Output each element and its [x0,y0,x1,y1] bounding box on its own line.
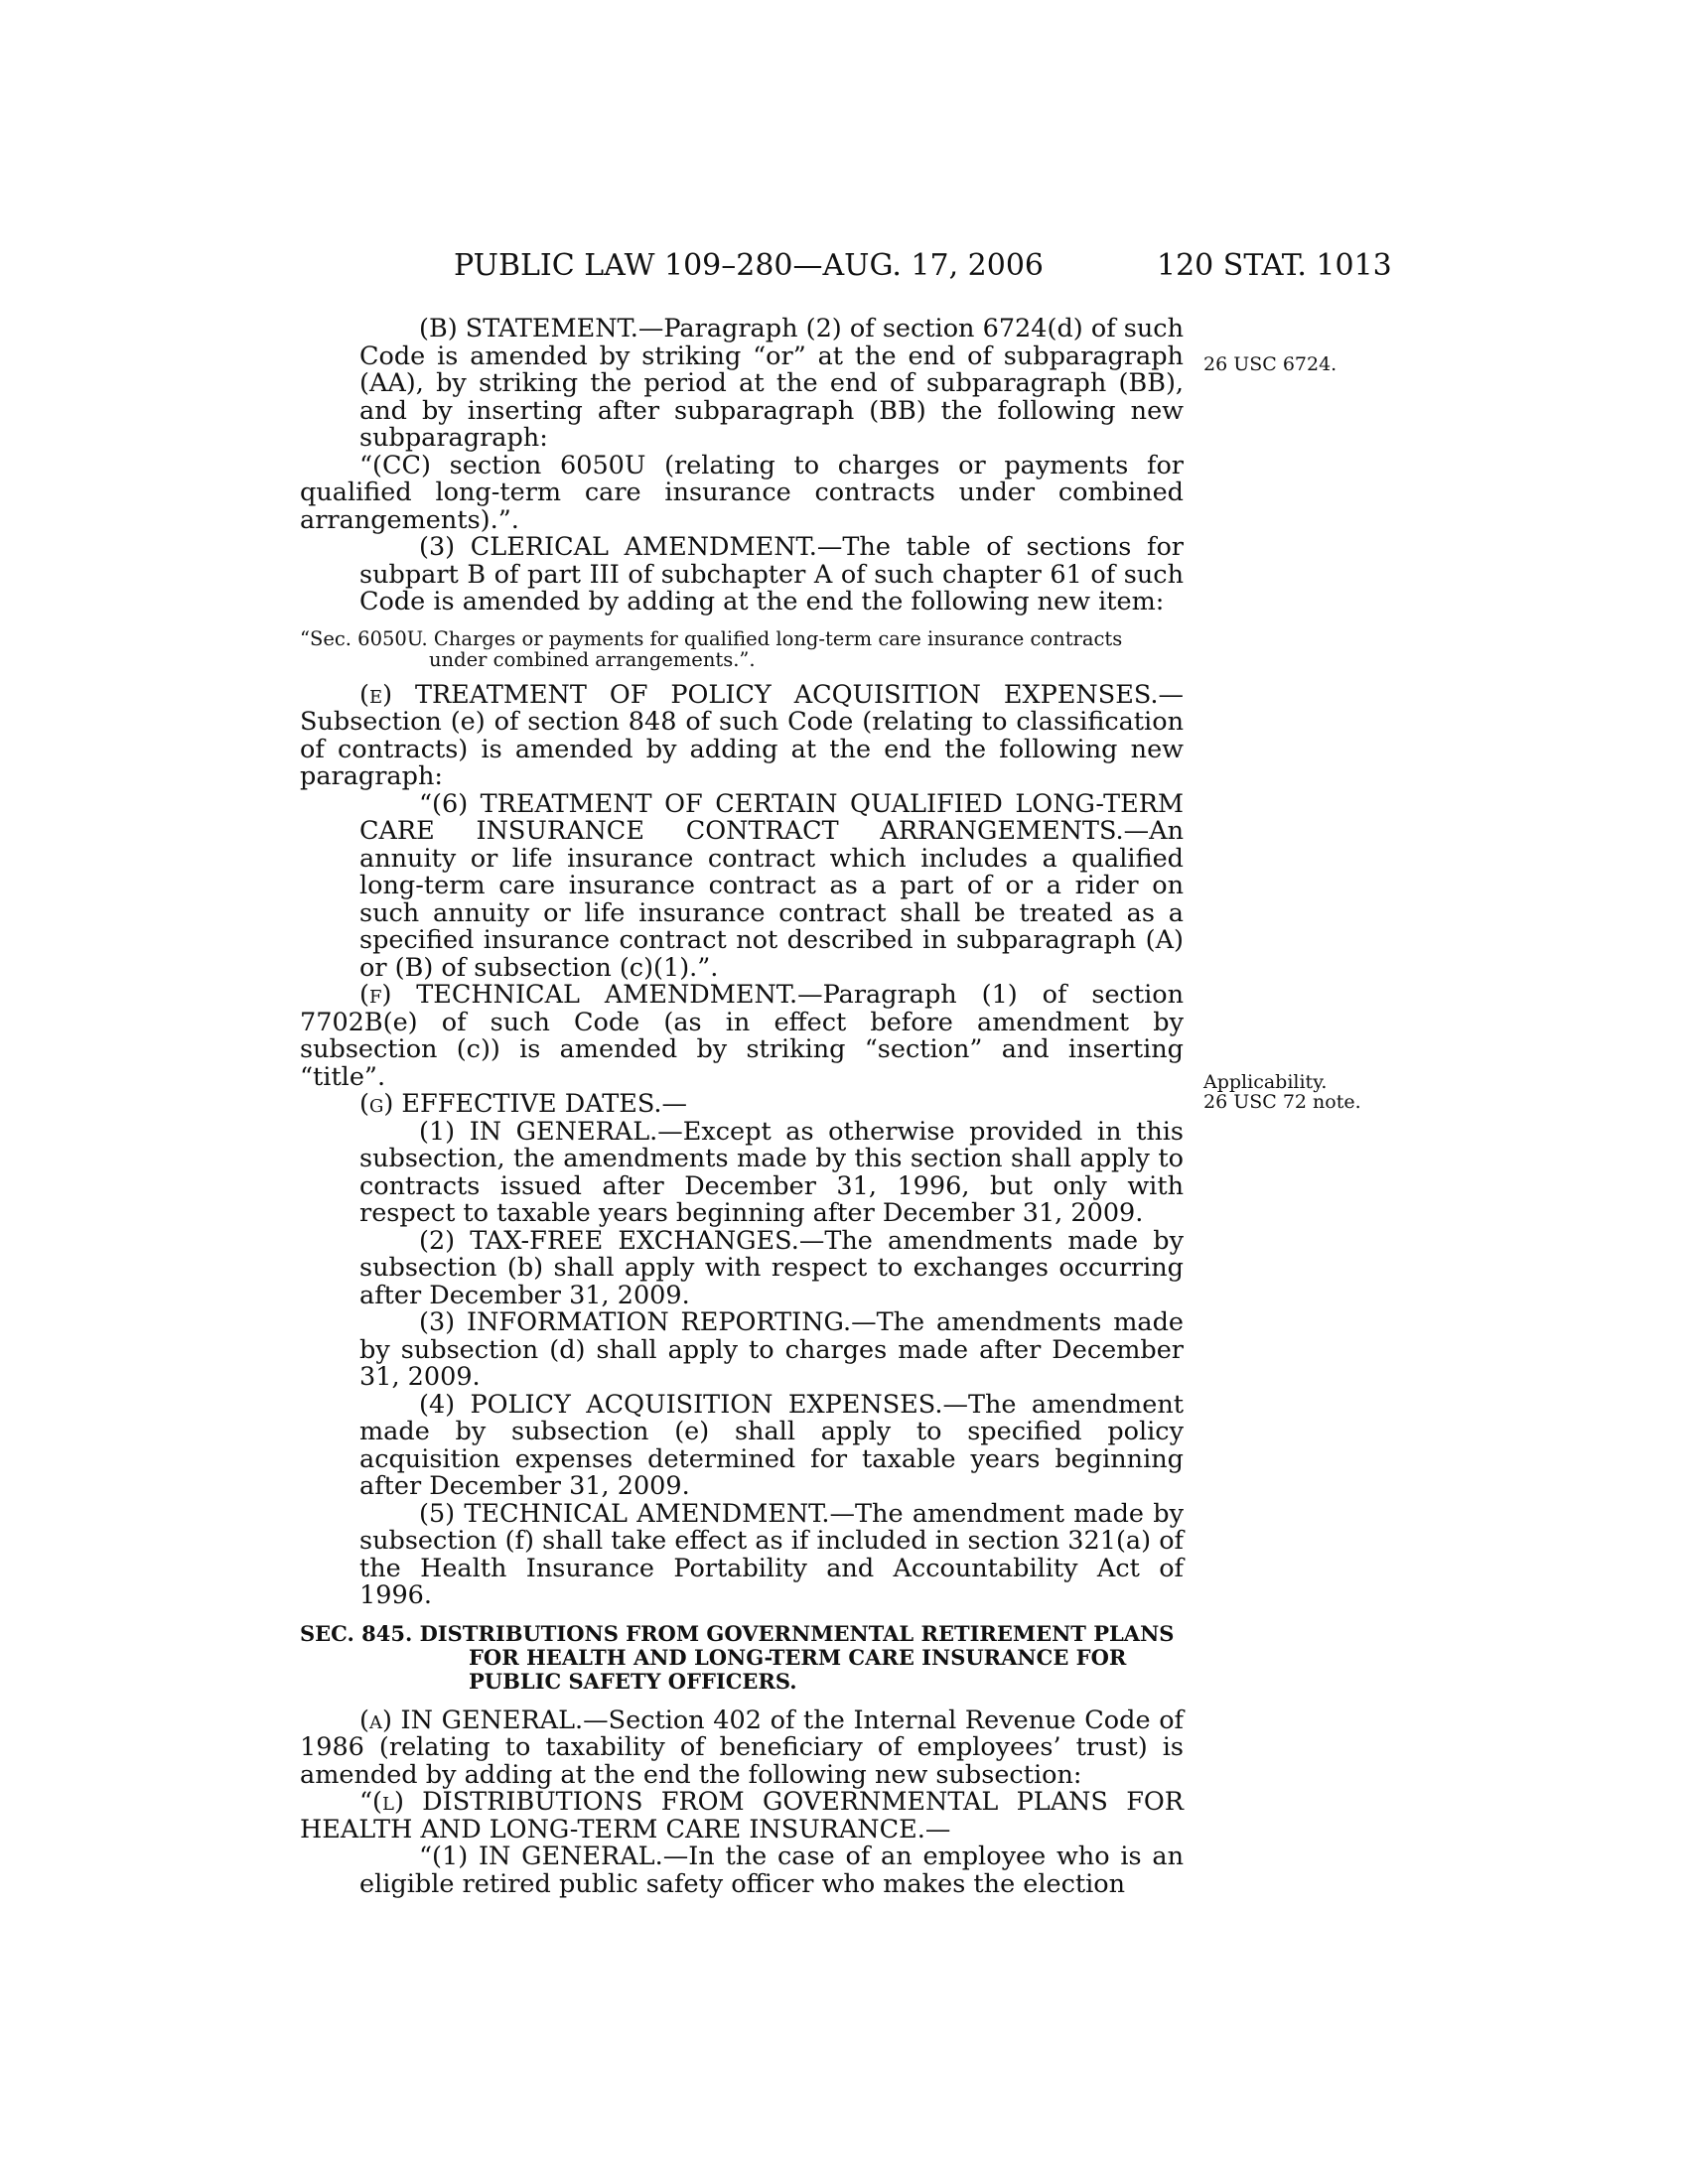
table-item-6050u: “Sec. 6050U. Charges or payments for qualified long-term care insurance contracts under combined arrangements.”. [300,626,1123,671]
para-b-statement: (B) STATEMENT.—Paragraph (2) of section 6724(d) of such Code is amended by striking “or” at the end of subparagraph (AA), by striking the period at the end of subparagraph (BB), and by inserting after subparagraph (BB) the following new subparagraph: [359,314,1185,453]
para-g1: (1) IN GENERAL.—Except as otherwise provided in this subsection, the amendments made by this section shall apply to contracts issued after December 31, 1996, but only with respect to taxable years beginning after December 31, 2009. [359,1116,1185,1228]
para-e6: “(6) TREATMENT OF CERTAIN QUALIFIED LONG-TERM CARE INSURANCE CONTRACT ARRANGEMENTS.—An annuity or life insurance contract which includes a qualified long-term care insurance contract as a part of or a rider on such annuity or life insurance contract shall be treated as a specified insurance contract not described in subparagraph (A) or (B) of subsection (c)(1).”. [359,788,1184,983]
para-cc: “(CC) section 6050U (relating to charges or payments for qualified long-term care insurance contracts under combined arrangements).”. [300,450,1184,535]
para-845-a: (a) IN GENERAL.—Section 402 of the Internal Revenue Code of 1986 (relating to taxability of beneficiary of employees’ trust) is amended by adding at the end the following new subsection: [300,1705,1184,1790]
para-e: (e) TREATMENT OF POLICY ACQUISITION EXPENSES.—Subsection (e) of section 848 of such Code (relating to classification of contracts) is amended by adding at the end the following new paragraph: [300,679,1184,791]
para-clerical: (3) CLERICAL AMENDMENT.—The table of sections for subpart B of part III of subchapter A of such chapter 61 of such Code is amended by adding at the end the following new item: [359,532,1184,616]
margin-note-usc-6724: 26 USC 6724. [1203,353,1337,375]
para-g3: (3) INFORMATION REPORTING.—The amendments made by subsection (d) shall apply to charges made after December 31, 2009. [359,1307,1184,1392]
section-845-heading: SEC. 845. DISTRIBUTIONS FROM GOVERNMENTAL RETIREMENT PLANS FOR HEALTH AND LONG-TERM CARE INSURANCE FOR PUBLIC SAFETY OFFICERS. [300,1620,1175,1694]
page-number: 120 STAT. 1013 [1157,248,1392,283]
para-l-heading: “(l) DISTRIBUTIONS FROM GOVERNMENTAL PLANS FOR HEALTH AND LONG-TERM CARE INSURANCE.— [300,1787,1184,1844]
running-header-left: PUBLIC LAW 109–280—AUG. 17, 2006 [454,248,1045,283]
para-g4: (4) POLICY ACQUISITION EXPENSES.—The amendment made by subsection (e) shall apply to specified policy acquisition expenses determined for taxable years beginning after December 31, 2009. [359,1389,1184,1501]
margin-note-applicability: Applicability. [1203,1071,1328,1093]
margin-note-usc-72: 26 USC 72 note. [1203,1091,1361,1113]
para-g: (g) EFFECTIVE DATES.— [359,1089,687,1119]
para-f: (f) TECHNICAL AMENDMENT.—Paragraph (1) of section 7702B(e) of such Code (as in effect before amendment by subsection (c)) is amended by striking “section” and inserting “title”. [300,980,1185,1092]
para-g5: (5) TECHNICAL AMENDMENT.—The amendment made by subsection (f) shall take effect as if included in section 321(a) of the Health Insurance Portability and Accountability Act of 1996. [359,1498,1185,1610]
page-body [300,316,1184,1898]
para-g2: (2) TAX-FREE EXCHANGES.—The amendments made by subsection (b) shall apply with respect to exchanges occurring after December 31, 2009. [359,1225,1184,1310]
para-l1: “(1) IN GENERAL.—In the case of an employee who is an eligible retired public safety officer who makes the election [359,1842,1184,1899]
